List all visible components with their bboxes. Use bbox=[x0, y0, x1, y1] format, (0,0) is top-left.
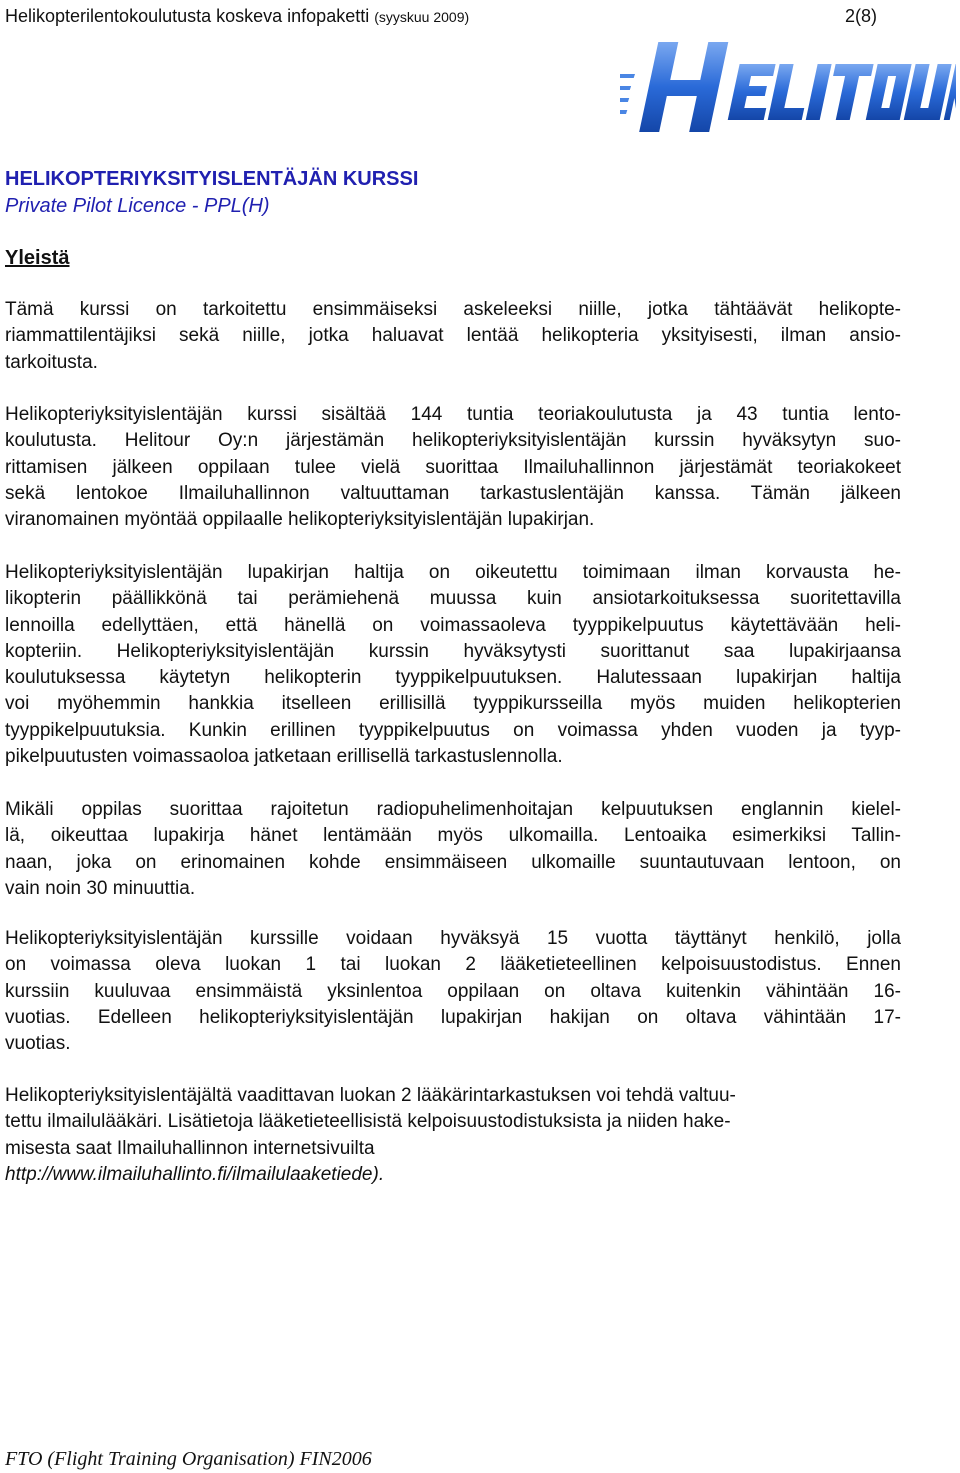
paragraph-line: Helikopteriyksityislentäjän kurssille voidaan hyväksyä 15 vuotta täyttänyt henkilö, jolla bbox=[5, 928, 901, 949]
section-heading: Yleistä bbox=[5, 247, 70, 269]
paragraph-line: rittamisen jälkeen oppilaan tulee vielä suorittaa Ilmailuhallinnon järjestämät teoriakokeet bbox=[5, 456, 901, 478]
paragraph-line: koulutusta. Helitour Oy:n järjestämän helikopteriyksityislentäjän kurssin hyväksytyn suo- bbox=[5, 430, 901, 452]
logo-letter-h bbox=[639, 42, 728, 132]
document-header bbox=[5, 4, 469, 29]
paragraph-line: vuotias. Edelleen helikopteriyksityislentäjän lupakirjan hakijan on oltava vähintään 17- bbox=[5, 1006, 901, 1028]
paragraph-line: Helikopteriyksityislentäjältä vaadittavan luokan 2 lääkärintarkastuksen voi tehdä valtuu- bbox=[5, 1085, 736, 1106]
paragraph-line: naan, joka on erinomainen kohde ensimmäiseen ulkomaille suuntautuvaan lentoon, on bbox=[5, 851, 901, 873]
page-number: 2(8) bbox=[845, 6, 878, 26]
paragraph-line: Helikopteriyksityislentäjän lupakirjan haltija on oikeutettu toimimaan ilman korvausta he- bbox=[5, 562, 901, 583]
paragraph-line: tyyppikelpuutuksia. Kunkin erillinen tyyppikelpuutus on voimassa yhden vuoden ja tyyp- bbox=[5, 719, 901, 741]
paragraph-line: vain noin 30 minuuttia. bbox=[5, 877, 196, 899]
paragraph-line: Helikopteriyksityislentäjän kurssi sisältää 144 tuntia teoriakoulutusta ja 43 tuntia lento- bbox=[5, 404, 901, 425]
ilmailuhallinto-link[interactable]: http://www.ilmailuhallinto.fi/ilmailulaaketiede). bbox=[5, 1163, 385, 1185]
paragraph-line: kurssiin kuuluvaa ensimmäistä yksinlentoa oppilaan on oltava kuitenkin vähintään 16- bbox=[5, 980, 901, 1002]
course-title: HELIKOPTERIYKSITYISLENTÄJÄN KURSSI bbox=[5, 168, 419, 190]
paragraph-line: riammattilentäjiksi sekä niille, jotka haluavat lentää helikopteria yksityisesti, ilman ansio- bbox=[5, 325, 901, 347]
page-footer: FTO (Flight Training Organisation) FIN2006 bbox=[5, 1448, 372, 1470]
paragraph-age-requirements bbox=[5, 926, 901, 1057]
paragraph-line: voi myöhemmin hankkia itselleen erillisillä tyyppikursseilla myös muiden helikopterien bbox=[5, 693, 901, 715]
paragraph-intro bbox=[5, 297, 901, 376]
helitour-logo bbox=[620, 34, 956, 138]
paragraph-line: koulutuksessa käytetyn helikopterin tyyppikelpuutuksen. Halutessaan lupakirjan haltija bbox=[5, 667, 901, 689]
paragraph-line: likopterin päällikkönä tai perämiehenä muussa kuin ansiotarkoituksessa suoritettavilla bbox=[5, 588, 901, 610]
course-subtitle: Private Pilot Licence - PPL(H) bbox=[5, 195, 270, 217]
logo-speed-lines bbox=[620, 74, 635, 114]
paragraph-line: lennoilla edellyttäen, että hänellä on voimassaoleva tyyppikelpuutus käytettävään heli- bbox=[5, 614, 901, 636]
paragraph-line: sekä lentokoe Ilmailuhallinnon valtuuttaman tarkastuslentäjän kanssa. Tämän jälkeen bbox=[5, 482, 901, 504]
paragraph-line: pikelpuutusten voimassaoloa jatketaan erillisellä tarkastuslennolla. bbox=[5, 746, 563, 768]
logo-graphic bbox=[620, 34, 956, 138]
logo-letters-elitour bbox=[728, 64, 952, 120]
document-date: (syyskuu 2009) bbox=[374, 9, 470, 25]
paragraph-licence-rights bbox=[5, 560, 901, 770]
paragraph-medical bbox=[5, 1083, 885, 1188]
paragraph-line: kopteriin. Helikopteriyksityislentäjän kurssin hyväksytysti suorittanut saa lupakirjaansa bbox=[5, 640, 901, 662]
paragraph-line: Mikäli oppilas suorittaa rajoitetun radiopuhelimenhoitajan kelpuutuksen englannin kielel- bbox=[5, 799, 901, 820]
paragraph-line: lä, oikeuttaa lupakirja hänet lentämään myös ulkomailla. Lentoaika esimerkiksi Tallin- bbox=[5, 825, 901, 847]
paragraph-line: on voimassa oleva luokan 1 tai luokan 2 lääketieteellinen kelpoisuustodistus. Ennen bbox=[5, 954, 901, 976]
paragraph-course-content bbox=[5, 402, 901, 533]
paragraph-line: viranomainen myöntää oppilaalle helikopteriyksityislentäjän lupakirjan. bbox=[5, 509, 595, 531]
paragraph-abroad bbox=[5, 797, 901, 902]
document-title: Helikopterilentokoulutusta koskeva infopaketti bbox=[5, 6, 370, 26]
paragraph-line: Tämä kurssi on tarkoitettu ensimmäiseksi askeleeksi niille, jotka tähtäävät helikopte- bbox=[5, 299, 901, 320]
paragraph-line: vuotias. bbox=[5, 1033, 71, 1055]
paragraph-line: misesta saat Ilmailuhallinnon internetsivuilta bbox=[5, 1137, 375, 1159]
paragraph-line: tettu ilmailulääkäri. Lisätietoja lääketieteellisistä kelpoisuustodistuksista ja niiden hake- bbox=[5, 1111, 731, 1133]
paragraph-line: tarkoitusta. bbox=[5, 351, 98, 373]
